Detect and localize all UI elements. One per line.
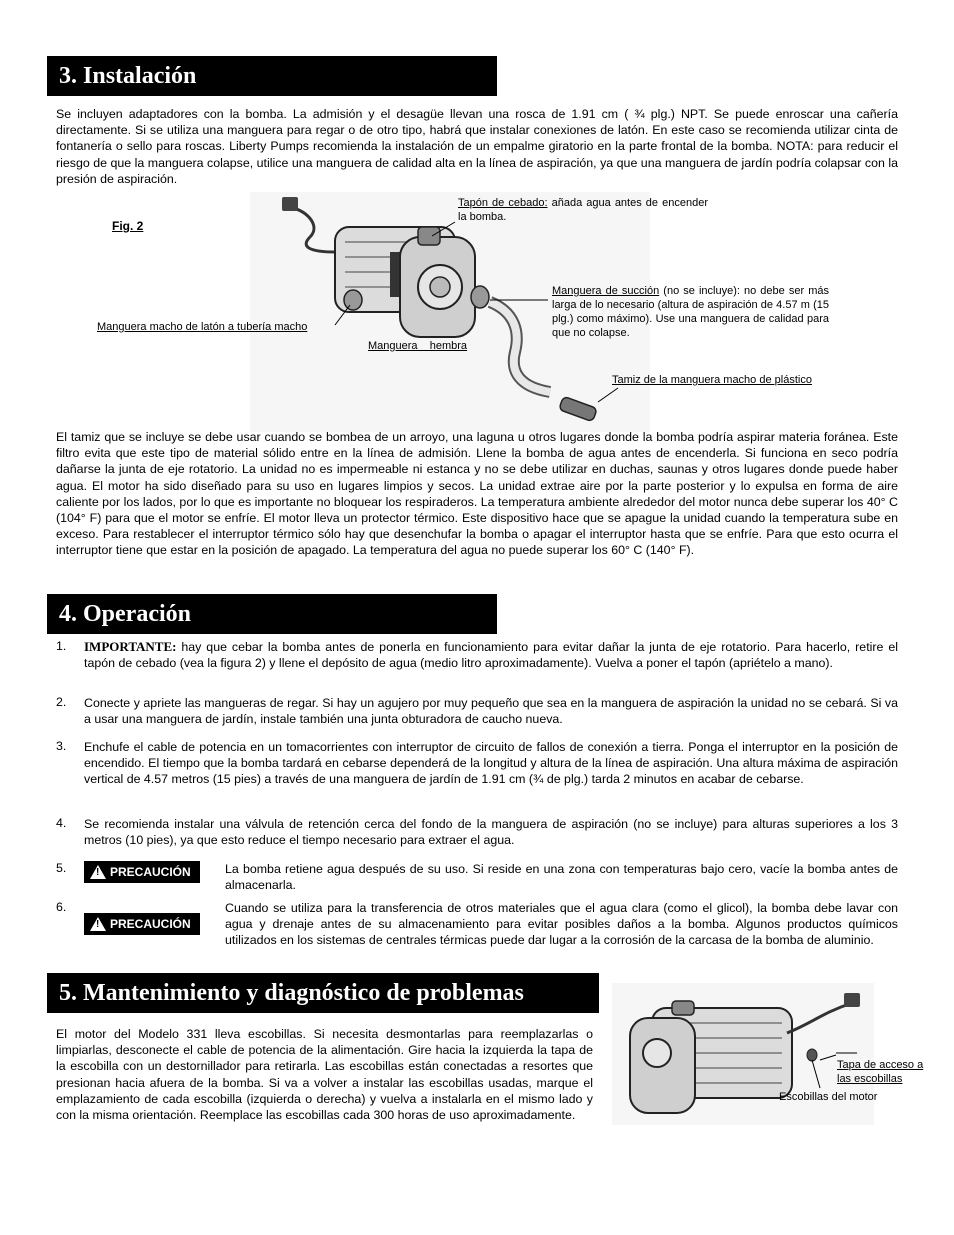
item-4: Se recomienda instalar una válvula de retención cerca del fondo de la manguera de aspiración (no se incluye) para alturas superiores a los 3 metros (10 pies), ya que esto reduce el tiempo necesario para extraer el agua.	[84, 817, 898, 848]
manguera-macho-caption: Manguera macho de latón a tubería macho	[97, 321, 308, 333]
section-5-title: 5. Mantenimiento y diagnóstico de problemas	[59, 980, 524, 1006]
manguera-hembra-caption: Manguera hembra	[368, 340, 468, 352]
section-3-title: 3. Instalación	[59, 63, 197, 89]
escobillas-caption: Escobillas del motor	[779, 1091, 878, 1103]
precaucion-badge-5: ! PRECAUCIÓN	[84, 861, 200, 883]
item-2: Conecte y apriete las mangueras de regar. Si hay un agujero por muy pequeño que sea en la manguera de aspiración la unidad no se cebará. Si va a usar una manguera de jardín, instale también una junta obturadora de caucho nueva.	[84, 696, 898, 727]
item-3: Enchufe el cable de potencia en un tomacorrientes con interruptor de circuito de fallos de conexión a tierra. Ponga el interruptor en la posición de encendido. El tiempo que la bomba tardará en cebarse dependerá de la longitud y altura de la línea de aspiración. Una altura máxima de aspiración vertical de 4.57 metros (15 pies) a través de una manguera de jardín de 1.91 cm (¾ de plg.) tarda 2 minutos en acabar de cebarse.	[84, 740, 898, 787]
item-2-number: 2.	[56, 695, 67, 709]
item-5-number: 5.	[56, 861, 67, 875]
tapa-acceso-caption: Tapa de acceso a las escobillas	[837, 1059, 924, 1085]
precaucion-badge-6: ! PRECAUCIÓN	[84, 913, 200, 935]
tamiz-caption: Tamiz de la manguera macho de plástico	[612, 374, 812, 386]
item-6: Cuando se utiliza para la transferencia de otros materiales que el agua clara (como el glicol), la bomba debe lavar con agua y drenaje antes de su almacenamiento para evitar posibles daños a la bomba. Algunos productos químicos utilizados en los sistemas de centrales térmicas puede dar lugar a la corrosión de la carcasa de la bomba de aluminio.	[225, 901, 898, 948]
item-1-number: 1.	[56, 639, 67, 653]
warning-icon: !	[90, 865, 106, 879]
tapon-cebado-caption: Tapón de cebado: añada agua antes de encender la bomba.	[458, 197, 708, 223]
section-3-body: El tamiz que se incluye se debe usar cuando se bombea de un arroyo, una laguna u otros lugares donde la bomba podría aspirar materia foránea. Este filtro evita que este tipo de material sólido entre en la línea de admisión. Llene la bomba de agua antes de encenderla. Si funciona en seco podría dañarse la junta de eje rotatorio. La unidad no es impermeable ni estanca y no se debe utilizar en duchas, saunas y otros lugares donde puede haber agua. El motor ha sido diseñado para su uso en lugares limpios y secos. La unidad extrae aire por la parte posterior y lo expulsa en forma de aire caliente por los lados, por lo que es importante no bloquear los respiraderos. La temperatura ambiente alrededor del motor nunca debe superar los 40° C (104° F) para que el motor se enfríe. El motor lleva un protector térmico. Este dispositivo hace que se apague la unidad cuando la temperatura sube en exceso. Para restablecer el interruptor térmico sólo hay que desenchufar la bomba o apagar el interruptor hasta que se enfríe. Para que esto ocurra el interruptor tiene que estar en la posición de apagado. La temperatura del agua no puede superar los 60° C (140° F).	[56, 430, 898, 558]
section-5-body: El motor del Modelo 331 lleva escobillas. Si necesita desmontarlas para reemplazarlas o limpiarlas, desconecte el cable de potencia de la alimentación. Gire hacia la izquierda la tapa de la escobilla con un destornillador para retirarla. Las escobillas están conectadas a resortes que presionan hacia afuera de la bomba. Si va a volver a instalar las escobillas usadas, marque el emplazamiento de cada escobilla (izquierda o derecha) y vuelva a instalarla en el mismo lado y con la misma orientación. Reemplace las escobillas cada 300 horas de uso aproximadamente.	[56, 1027, 593, 1123]
item-3-number: 3.	[56, 739, 67, 753]
item-4-number: 4.	[56, 816, 67, 830]
section-3-intro: Se incluyen adaptadores con la bomba. La admisión y el desagüe llevan una rosca de 1.91 cm ( ¾ plg.) NPT. Se puede enroscar una cañería directamente. Si se utiliza una manguera para regar o de otro tipo, habrá que instalar conexiones de latón. En este caso se recomienda utilizar cinta de fontanería o sello para roscas. Liberty Pumps recomienda la instalación de un empalme giratorio en la parte frontal de la bomba. NOTA: para reducir el riesgo de que la manguera colapse, utilice una manguera de calidad alta en la línea de aspiración, ya que una manguera de jardín podría colapsar con la presión de aspiración.	[56, 107, 898, 186]
fig-2-label: Fig. 2	[112, 219, 144, 233]
section-4-title: 4. Operación	[59, 601, 191, 627]
manguera-succion-caption: Manguera de succión (no se incluye): no debe ser más larga de lo necesario (altura de aspiración de 4.57 m (15 plg.) como máximo). Use una manguera de calidad para que no colapse.	[552, 285, 829, 339]
item-5: La bomba retiene agua después de su uso. Si reside en una zona con temperaturas bajo cero, vacíe la bomba antes de almacenarla.	[225, 862, 898, 893]
warning-icon: !	[90, 917, 106, 931]
item-1: IMPORTANTE: hay que cebar la bomba antes de ponerla en funcionamiento para evitar dañar la junta de eje rotatorio. Para hacerlo, retire el tapón de cebado (vea la figura 2) y llene el depósito de agua (medio litro aproximadamente). Vuelva a poner el tapón (apriételo a mano).	[84, 639, 898, 671]
item-6-number: 6.	[56, 900, 67, 914]
